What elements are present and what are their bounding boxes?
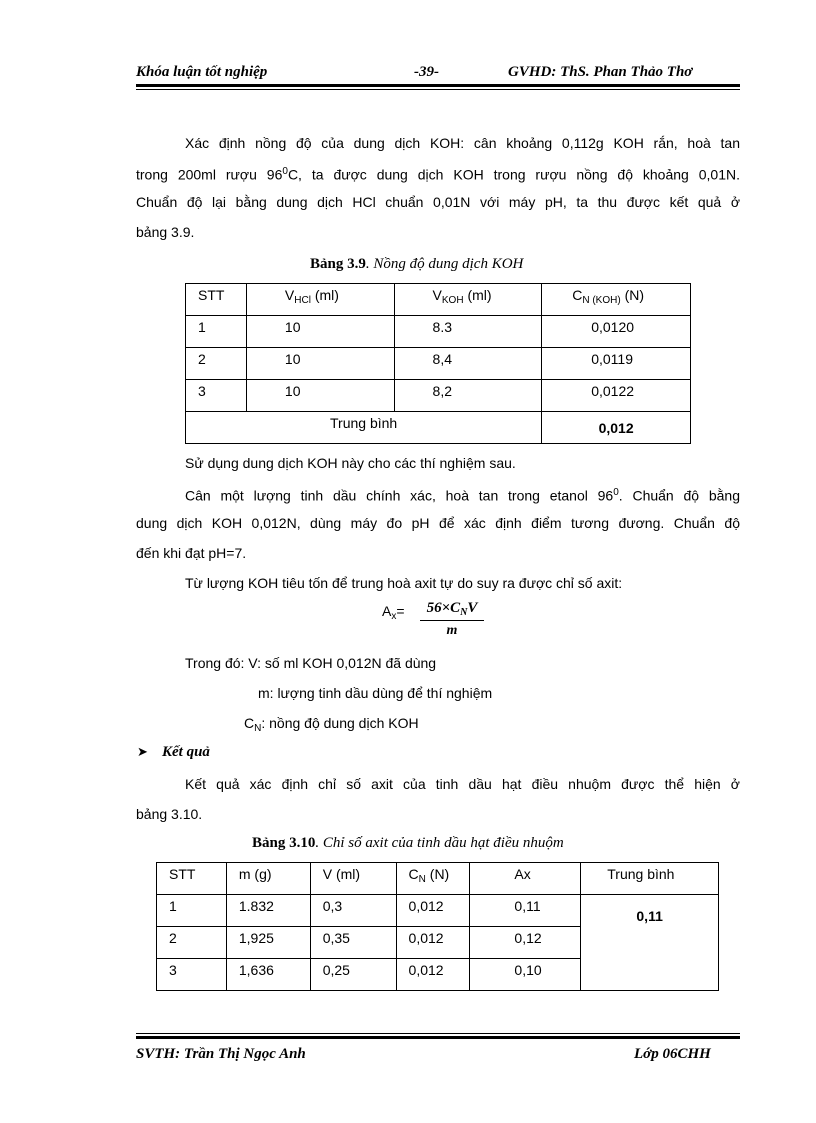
table-3-9 (185, 283, 691, 444)
average-label: Trung bình (186, 412, 542, 444)
result-line-2: bảng 3.10. (136, 806, 203, 822)
cell-stt: 2 (157, 927, 227, 959)
usage-line: Sử dụng dung dịch KOH này cho các thí nghiệm sau. (185, 455, 516, 471)
intro-line-3: Chuẩn độ lại bằng dung dịch HCl chuẩn 0,01N với máy pH, ta thu được kết quả ở (136, 194, 740, 210)
table-row (186, 316, 691, 348)
header-cn: $C_{N (KOH)}$ (N) (542, 284, 691, 316)
method-line-3: đến khi đạt pH=7. (136, 545, 247, 561)
header-stt: STT (186, 284, 247, 316)
cell-vkoh: 8,4 (394, 348, 542, 380)
intro-line-4: bảng 3.9. (136, 224, 195, 240)
cell-vhcl: 10 (246, 316, 394, 348)
cell-cn: 0,0120 (542, 316, 691, 348)
cell-cn: 0,0122 (542, 380, 691, 412)
header-vhcl: $V_{HCl}$ (ml) (246, 284, 394, 316)
intro-line-2: trong 200ml rượu $96^0C$, ta được dung dịch KOH trong rượu nồng độ khoảng 0,01N. (136, 166, 740, 183)
cell-volume: 0,3 (310, 895, 396, 927)
cell-vhcl: 10 (246, 348, 394, 380)
table-row (186, 380, 691, 412)
header-ax: Ax (470, 863, 581, 895)
result-line-1: Kết quả xác định chỉ số axit của tinh dầu hạt điều nhuộm được thể hiện ở (185, 776, 740, 792)
page-number: -39- (414, 64, 439, 80)
header-stt: STT (157, 863, 227, 895)
formula-lhs: $A_x=$ (382, 603, 405, 622)
header-volume: V (ml) (310, 863, 396, 895)
table-header-row (186, 284, 691, 316)
table2-caption: Bảng 3.10. Chỉ số axit của tinh dầu hạt điều nhuộm (252, 835, 564, 851)
table-3-10 (156, 862, 719, 991)
cell-mass: 1,925 (226, 927, 310, 959)
method-line-2: dung dịch KOH 0,012N, dùng máy đo pH để xác định điểm tương đương. Chuẩn độ (136, 515, 740, 531)
footer-rule-thick (136, 1036, 740, 1039)
arrow-bullet-icon: ➤ (137, 744, 148, 759)
method-line-1: Cân một lượng tinh dầu chính xác, hoà tan trong etanol $96^0$. Chuẩn độ bằng (185, 487, 741, 504)
cell-mass: 1.832 (226, 895, 310, 927)
header-rule-thick (136, 84, 740, 87)
table-row (186, 348, 691, 380)
header-right: GVHD: ThS. Phan Thảo Thơ (508, 64, 693, 80)
table-average-row (186, 412, 691, 444)
header-rule-thin (136, 89, 740, 90)
formula-fraction (420, 600, 484, 639)
cell-mass: 1,636 (226, 959, 310, 991)
formula-numerator: $56\times C_NV$ (420, 600, 484, 621)
intro-line-1: Xác định nồng độ của dung dịch KOH: cân khoảng 0,112g KOH rắn, hoà tan (185, 135, 740, 151)
cell-cn: 0,012 (396, 959, 470, 991)
cell-ax: 0,11 (470, 895, 581, 927)
cell-ax: 0,10 (470, 959, 581, 991)
cell-volume: 0,35 (310, 927, 396, 959)
header-cn: $C_N$ (N) (396, 863, 470, 895)
cell-stt: 3 (186, 380, 247, 412)
cell-cn: 0,012 (396, 927, 470, 959)
where-line-2: m: lượng tinh dầu dùng để thí nghiệm (258, 685, 493, 701)
footer-right: Lớp 06CHH (634, 1046, 711, 1062)
header-mass: m (g) (226, 863, 310, 895)
header-average: Trung bình (581, 863, 719, 895)
cell-stt: 2 (186, 348, 247, 380)
header-vkoh: $V_{KOH}$ (ml) (394, 284, 542, 316)
table-header-row (157, 863, 719, 895)
where-line-3: $C_N$: nồng độ dung dịch KOH (244, 715, 419, 734)
cell-volume: 0,25 (310, 959, 396, 991)
table-row (157, 895, 719, 927)
average-value: 0,012 (542, 412, 691, 444)
cell-ax: 0,12 (470, 927, 581, 959)
where-line-1: Trong đó: V: số ml KOH 0,012N đã dùng (185, 655, 437, 671)
formula-denominator: m (446, 623, 458, 638)
footer-left: SVTH: Trần Thị Ngọc Anh (136, 1046, 306, 1062)
formula-intro: Từ lượng KOH tiêu tốn để trung hoà axit tự do suy ra được chỉ số axit: (185, 575, 623, 591)
cell-vhcl: 10 (246, 380, 394, 412)
footer-rule-thin (136, 1033, 740, 1034)
cell-cn: 0,0119 (542, 348, 691, 380)
header-left: Khóa luận tốt nghiệp (136, 64, 268, 80)
cell-vkoh: 8,2 (394, 380, 542, 412)
cell-stt: 3 (157, 959, 227, 991)
cell-vkoh: 8.3 (394, 316, 542, 348)
result-heading: Kết quả (162, 744, 210, 760)
cell-cn: 0,012 (396, 895, 470, 927)
cell-stt: 1 (186, 316, 247, 348)
cell-stt: 1 (157, 895, 227, 927)
average-value: 0,11 (581, 895, 719, 991)
table1-caption: Bảng 3.9. Nồng độ dung dịch KOH (310, 256, 524, 272)
